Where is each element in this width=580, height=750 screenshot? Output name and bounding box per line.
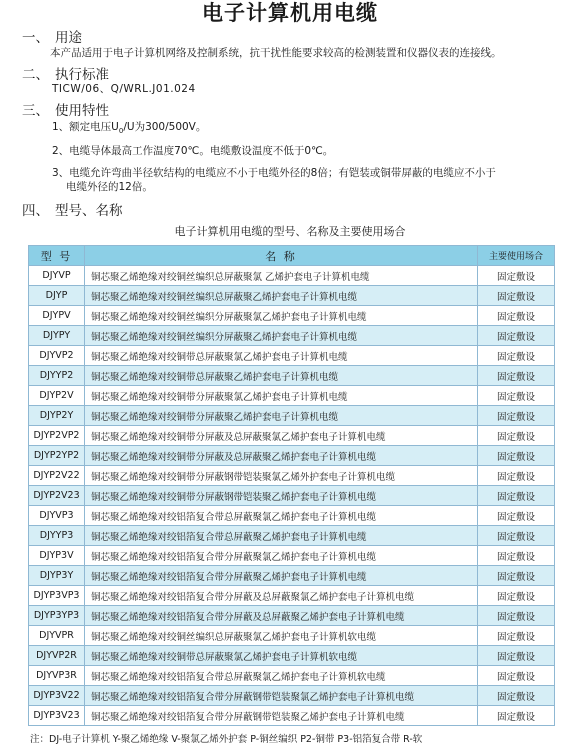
section-number: 三、: [22, 103, 49, 119]
cell-use: 固定敷设: [478, 266, 555, 286]
page-title: 电子计算机用电缆: [202, 1, 378, 25]
table-row: [29, 546, 555, 566]
cell-use: 固定敷设: [478, 306, 555, 326]
table-header-row: [29, 246, 555, 266]
cell-model: DJYP: [29, 286, 85, 306]
cell-use: 固定敷设: [478, 626, 555, 646]
cell-use: 固定敷设: [478, 666, 555, 686]
cell-model: DJYVP2: [29, 346, 85, 366]
cell-name: 铜芯聚乙烯绝缘对绞铜带总屏蔽聚氯乙烯护套电子计算机电缆: [85, 346, 478, 366]
table-row: [29, 386, 555, 406]
footnote: 注：DJ-电子计算机 Y-聚乙烯绝缘 V-聚氯乙烯外护套 P-铜丝编织 P2-铜带 P3-铝箔复合带 R-软: [30, 734, 423, 745]
cell-model: DJYP2Y: [29, 406, 85, 426]
cell-model: DJYP2VP2: [29, 426, 85, 446]
cell-model: DJYVP2R: [29, 646, 85, 666]
feature-text: 1、额定电压U: [52, 121, 119, 133]
cell-use: 固定敷设: [478, 406, 555, 426]
cell-model: DJYP3VP3: [29, 586, 85, 606]
cell-name: 铜芯聚乙烯绝缘对绞铝箔复合带总屏蔽聚氯乙烯护套电子计算机电缆: [85, 506, 478, 526]
cable-model-table: [28, 245, 555, 726]
feature-text: /U为300/500V。: [123, 121, 207, 133]
cell-name: 铜芯聚乙烯绝缘对绞铜丝编织分屏蔽聚乙烯护套电子计算机电缆: [85, 326, 478, 346]
cell-name: 铜芯聚乙烯绝缘对绞铜丝编织总屏蔽聚氯乙烯护套电子计算机软电缆: [85, 626, 478, 646]
cell-model: DJYVPR: [29, 626, 85, 646]
cell-name: 铜芯聚乙烯绝缘对绞铜带分屏蔽钢带铠装聚乙烯护套电子计算机电缆: [85, 486, 478, 506]
cell-name: 铜芯聚乙烯绝缘对绞铝箔复合带总屏蔽聚氯乙烯护套电子计算机软电缆: [85, 666, 478, 686]
cell-model: DJYP2V23: [29, 486, 85, 506]
table-row: [29, 686, 555, 706]
feature-item-voltage: [52, 120, 206, 138]
cell-model: DJYYP3: [29, 526, 85, 546]
table-row: [29, 406, 555, 426]
cell-model: DJYP2YP2: [29, 446, 85, 466]
cell-name: 铜芯聚乙烯绝缘对绞铜丝编织总屏蔽聚乙烯护套电子计算机电缆: [85, 286, 478, 306]
table-row: [29, 666, 555, 686]
section-number: 四、: [22, 203, 49, 219]
table-row: [29, 346, 555, 366]
cell-use: 固定敷设: [478, 286, 555, 306]
cell-model: DJYPY: [29, 326, 85, 346]
feature-subscript: 0: [118, 127, 124, 136]
section-models-heading: [22, 203, 123, 219]
section-number: 二、: [22, 67, 49, 83]
cell-model: DJYP3V23: [29, 706, 85, 726]
section-number: 一、: [22, 30, 49, 46]
cell-model: DJYVP3: [29, 506, 85, 526]
table-row: [29, 326, 555, 346]
cell-name: 铜芯聚乙烯绝缘对绞铜带总屏蔽聚乙烯护套电子计算机电缆: [85, 366, 478, 386]
cell-use: 固定敷设: [478, 606, 555, 626]
table-row: [29, 706, 555, 726]
table-row: [29, 626, 555, 646]
cell-name: 铜芯聚乙烯绝缘对绞铜带总屏蔽聚氯乙烯护套电子计算机软电缆: [85, 646, 478, 666]
cell-use: 固定敷设: [478, 386, 555, 406]
cell-name: 铜芯聚乙烯绝缘对绞铝箔复合带总屏蔽聚乙烯护套电子计算机电缆: [85, 526, 478, 546]
cell-use: 固定敷设: [478, 326, 555, 346]
section-title: 使用特性: [55, 103, 109, 119]
cell-name: 铜芯聚乙烯绝缘对绞铝箔复合带分屏蔽聚乙烯护套电子计算机电缆: [85, 566, 478, 586]
section-use-heading: [22, 30, 82, 46]
cell-model: DJYP2V22: [29, 466, 85, 486]
table-row: [29, 606, 555, 626]
feature-item-temperature: 2、电缆导体最高工作温度70℃。电缆敷设温度不低于0℃。: [52, 145, 334, 157]
cell-name: 铜芯聚乙烯绝缘对绞铜带分屏蔽及总屏蔽聚氯乙烯护套电子计算机电缆: [85, 426, 478, 446]
cell-use: 固定敷设: [478, 526, 555, 546]
feature-item-bending-line2: 电缆外径的12倍。: [66, 181, 153, 193]
cell-model: DJYYP2: [29, 366, 85, 386]
cell-use: 固定敷设: [478, 586, 555, 606]
section-standard-heading: [22, 67, 109, 83]
cell-model: DJYP3Y: [29, 566, 85, 586]
cell-model: DJYP2V: [29, 386, 85, 406]
cell-name: 铜芯聚乙烯绝缘对绞铜丝编织分屏蔽聚氯乙烯护套电子计算机电缆: [85, 306, 478, 326]
cell-use: 固定敷设: [478, 466, 555, 486]
cell-model: DJYVP: [29, 266, 85, 286]
cell-name: 铜芯聚乙烯绝缘对绞铜带分屏蔽聚乙烯护套电子计算机电缆: [85, 406, 478, 426]
table-row: [29, 586, 555, 606]
cell-name: 铜芯聚乙烯绝缘对绞铝箔复合带分屏蔽及总屏蔽聚氯乙烯护套电子计算机电缆: [85, 586, 478, 606]
cell-name: 铜芯聚乙烯绝缘对绞铜带分屏蔽聚氯乙烯护套电子计算机电缆: [85, 386, 478, 406]
cell-use: 固定敷设: [478, 346, 555, 366]
cell-use: 固定敷设: [478, 686, 555, 706]
table-row: [29, 286, 555, 306]
header-name: 名 称: [85, 246, 478, 266]
section-title: 执行标准: [55, 67, 109, 83]
cell-use: 固定敷设: [478, 706, 555, 726]
cell-use: 固定敷设: [478, 546, 555, 566]
table-row: [29, 446, 555, 466]
cell-model: DJYVP3R: [29, 666, 85, 686]
cell-name: 铜芯聚乙烯绝缘对绞铝箔复合带分屏蔽聚氯乙烯护套电子计算机电缆: [85, 546, 478, 566]
table-row: [29, 646, 555, 666]
cell-use: 固定敷设: [478, 366, 555, 386]
table-row: [29, 466, 555, 486]
table-row: [29, 486, 555, 506]
table-row: [29, 306, 555, 326]
header-model: 型 号: [29, 246, 85, 266]
cell-model: DJYP3V22: [29, 686, 85, 706]
cell-use: 固定敷设: [478, 566, 555, 586]
table-caption: 电子计算机用电缆的型号、名称及主要使用场合: [174, 225, 406, 238]
cell-use: 固定敷设: [478, 426, 555, 446]
cell-use: 固定敷设: [478, 646, 555, 666]
cell-use: 固定敷设: [478, 446, 555, 466]
table-row: [29, 506, 555, 526]
table-row: [29, 266, 555, 286]
cell-model: DJYP3V: [29, 546, 85, 566]
cell-name: 铜芯聚乙烯绝缘对绞铜丝编织总屏蔽聚氯 乙烯护套电子计算机电缆: [85, 266, 478, 286]
section-use-text: 本产品适用于电子计算机网络及控制系统，抗干扰性能要求较高的检测装置和仪器仪表的连接线。: [50, 47, 502, 59]
table-row: [29, 566, 555, 586]
table-row: [29, 526, 555, 546]
section-title: 型号、名称: [55, 203, 123, 219]
section-standard-text: TICW/06、Q/WRL.J01.024: [52, 83, 196, 95]
cell-use: 固定敷设: [478, 486, 555, 506]
cell-name: 铜芯聚乙烯绝缘对绞铜带分屏蔽钢带铠装聚氯乙烯外护套电子计算机电缆: [85, 466, 478, 486]
table-row: [29, 426, 555, 446]
cell-name: 铜芯聚乙烯绝缘对绞铝箔复合带分屏蔽及总屏蔽聚乙烯护套电子计算机电缆: [85, 606, 478, 626]
table-row: [29, 366, 555, 386]
cell-use: 固定敷设: [478, 506, 555, 526]
cell-model: DJYP3YP3: [29, 606, 85, 626]
cell-model: DJYPV: [29, 306, 85, 326]
feature-item-bending-line1: 3、电缆允许弯曲半径软结构的电缆应不小于电缆外径的8倍；有铠装或铜带屏蔽的电缆应不小于: [52, 167, 496, 179]
section-title: 用途: [55, 30, 82, 46]
cell-name: 铜芯聚乙烯绝缘对绞铜带分屏蔽及总屏蔽聚乙烯护套电子计算机电缆: [85, 446, 478, 466]
header-use: 主要使用场合: [478, 246, 555, 266]
section-features-heading: [22, 103, 109, 119]
cell-name: 铜芯聚乙烯绝缘对绞铝箔复合带分屏蔽钢带铠装聚乙烯护套电子计算机电缆: [85, 706, 478, 726]
cell-name: 铜芯聚乙烯绝缘对绞铝箔复合带分屏蔽钢带铠装聚氯乙烯护套电子计算机电缆: [85, 686, 478, 706]
